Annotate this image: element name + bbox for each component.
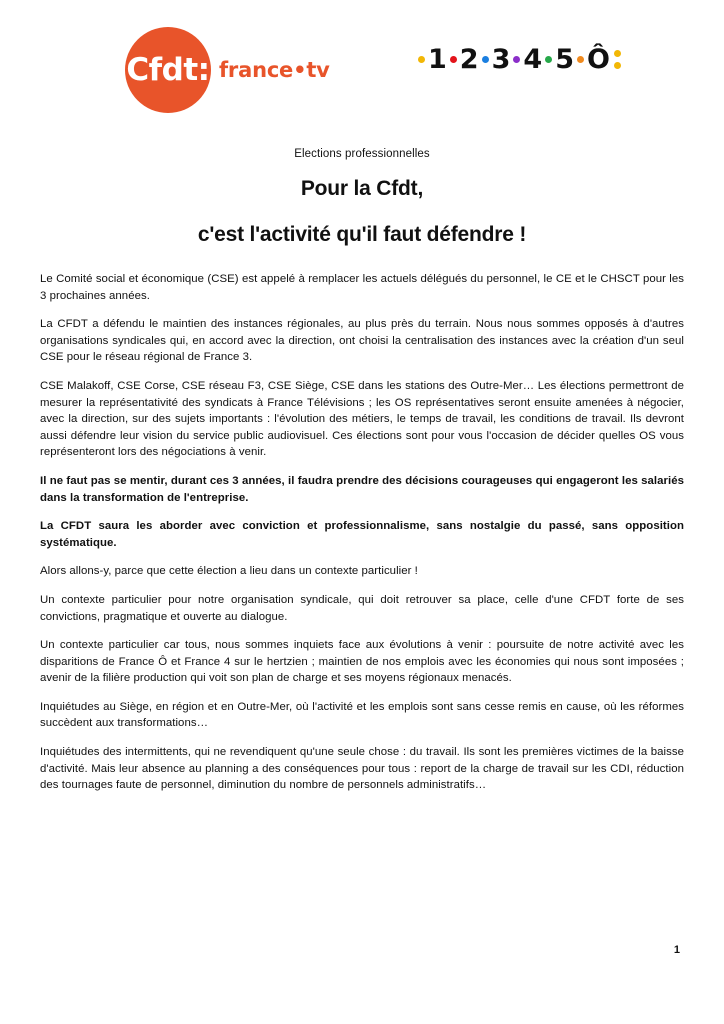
document-body — [40, 271, 684, 794]
francetv-channels-logo — [415, 46, 621, 73]
francetv-wordmark: france•tv — [219, 58, 330, 82]
page-title-line-2: c'est l'activité qu'il faut défendre ! — [197, 223, 527, 246]
body-paragraph: La CFDT a défendu le maintien des instances régionales, au plus près du terrain. Nous nous sommes opposés à d'autres organisations syndicales qui, en accord avec la direction, ont choisi la centralisation des instances avec la création d'un seul CSE pour le réseau régional de France 3. — [40, 318, 684, 364]
channel-number-3: 3 — [491, 44, 511, 75]
body-paragraph: Alors allons-y, parce que cette élection a lieu dans un contexte particulier ! — [40, 565, 418, 578]
channel-dot-2 — [450, 56, 457, 63]
channel-dot-6 — [577, 56, 584, 63]
page-number: 1 — [673, 944, 680, 956]
channel-dot-4 — [513, 56, 520, 63]
document-kicker: Elections professionnelles — [294, 148, 430, 160]
body-paragraph: Un contexte particulier pour notre organisation syndicale, qui doit retrouver sa place, celle d'une CFDT forte de ses convictions, pragmatique et ouverte au dialogue. — [40, 593, 684, 623]
body-paragraph: La CFDT saura les aborder avec conviction et professionnalisme, sans nostalgie du passé, sans opposition systématique. — [40, 520, 684, 549]
document-header — [40, 0, 684, 140]
channel-number-5: 5 — [555, 44, 574, 75]
cfdt-francetv-logo — [125, 27, 330, 113]
body-paragraph: Un contexte particulier car tous, nous sommes inquiets face aux évolutions à venir : poursuite de notre activité avec les disparitions de France Ô et France 4 sur le hertzien ; maintien de nos emplois avec les économies qui nous sont imposées ; avenir de la filière production qui voit son plan de charge et ses moyens régionaux menacés. — [40, 639, 684, 685]
channel-number-4: 4 — [523, 44, 543, 75]
channel-number-2: 2 — [459, 44, 479, 75]
cfdt-logo-circle — [125, 27, 211, 113]
channel-dot-1 — [418, 56, 425, 63]
body-paragraph: Inquiétudes au Siège, en région et en Outre-Mer, où l'activité et les emplois sont sans cesse remis en cause, où les réformes succèdent aux transformations… — [40, 700, 684, 730]
channel-colon-dot-top — [614, 50, 621, 57]
channel-dot-5 — [545, 56, 552, 63]
channel-dot-3 — [482, 56, 489, 63]
channel-colon-icon — [614, 50, 621, 69]
body-paragraph: Le Comité social et économique (CSE) est appelé à remplacer les actuels délégués du personnel, le CE et le CHSCT pour les 3 prochaines années. — [40, 273, 684, 302]
page-title-line-1: Pour la Cfdt, — [300, 177, 424, 200]
body-paragraph: Il ne faut pas se mentir, durant ces 3 années, il faudra prendre des décisions courageuses qui engageront les salariés dans la transformation de l'entreprise. — [40, 474, 684, 504]
channel-colon-dot-bottom — [614, 62, 621, 69]
body-paragraph: CSE Malakoff, CSE Corse, CSE réseau F3, CSE Siège, CSE dans les stations des Outre-Mer… Les élections permettront de mesurer la représentativité des syndicats à France Télévisions ; les OS représentatives seront ensuite amenées à négocier, avec la direction, sur des sujets importants : l'évolution des métiers, le temps de travail, les conditions de travail. Ils devront aussi défendre leur vision du service public audiovisuel. Ces élections sont pour vous l'occasion de décider quelles OS vous représenteront lors des négociations à venir. — [40, 379, 684, 459]
channel-number-1: 1 — [428, 44, 447, 75]
body-paragraph: Inquiétudes des intermittents, qui ne revendiquent qu'une seule chose : du travail. Ils sont les premières victimes de la baisse d'activité. Mais leur absence au planning a des conséquences pour tous : report de la charge de travail sur les CDI, réduction des tournages faute de personnel, diminution du nombre de personnels administratifs… — [40, 746, 684, 792]
cfdt-wordmark: Cfdt: — [126, 51, 210, 88]
channel-number-6: Ô — [586, 44, 610, 75]
